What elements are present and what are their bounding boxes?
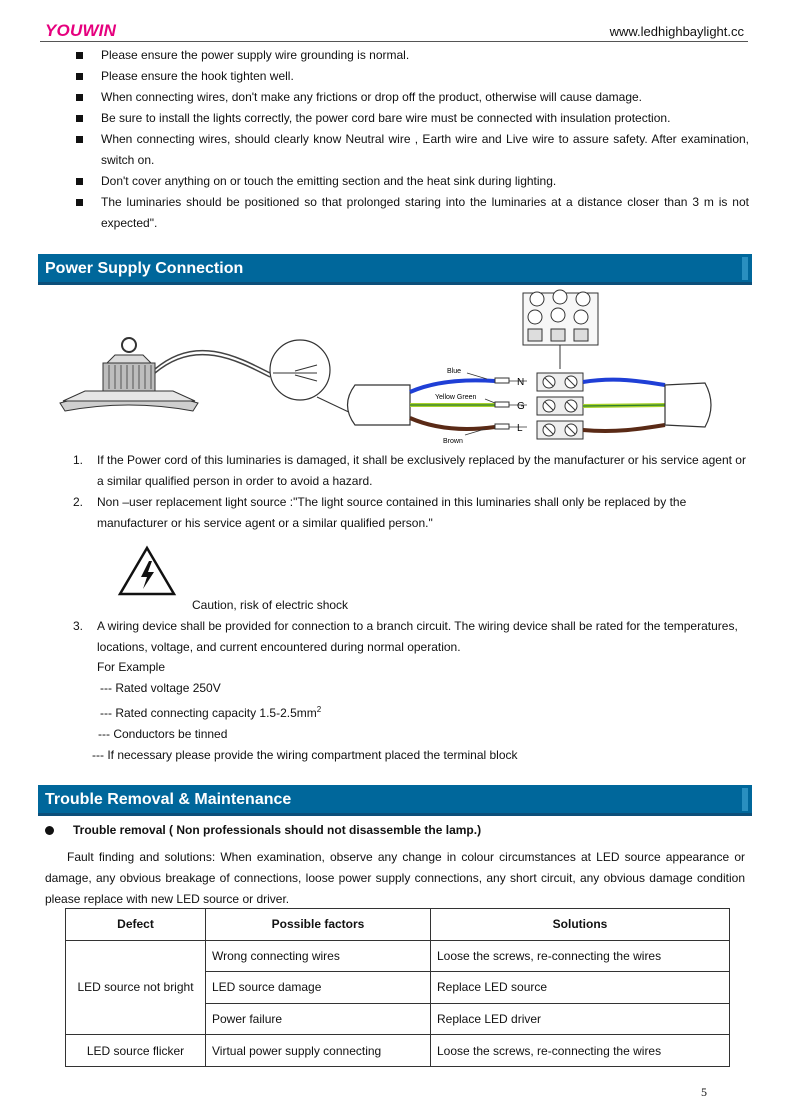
list-item <box>73 108 749 129</box>
power-notes-list <box>73 450 749 534</box>
square-bullet-icon <box>76 73 83 80</box>
defect-cell: LED source flicker <box>66 1035 206 1067</box>
brand-logo: YOUWIN <box>45 21 117 40</box>
list-item <box>73 87 749 108</box>
list-item <box>73 129 749 171</box>
bullet-text: Be sure to install the lights correctly, the power cord bare wire must be connected with insulation protection. <box>101 111 671 125</box>
item-text: If the Power cord of this luminaries is damaged, it shall be exclusively replaced by the manufacturer or his service agent or a similar qualified person in order to avoid a hazard. <box>97 453 746 488</box>
bullet-text: Trouble removal ( Non professionals should not disassemble the lamp.) <box>73 823 482 837</box>
blue-wire-label: Blue <box>447 368 462 375</box>
list-item <box>73 45 749 66</box>
defect-cell: LED source not bright <box>66 940 206 1035</box>
square-bullet-icon <box>76 136 83 143</box>
square-bullet-icon <box>76 115 83 122</box>
list-item <box>73 450 749 492</box>
cable-sheath-right <box>665 383 711 427</box>
brown-wire-label: Brown <box>443 438 463 445</box>
fault-finding-paragraph: Fault finding and solutions: When examination, observe any change in colour circumstances at LED source appearance or damage, any obvious breakage of connections, loose power supply connections, any short circuit, any obvious damage condition please replace with new LED source or driver. <box>45 850 745 906</box>
caution-label: Caution, risk of electric shock <box>192 598 349 612</box>
solution-cell: Loose the screws, re-connecting the wires <box>431 940 730 972</box>
example-tinned: --- Conductors be tinned <box>98 727 228 741</box>
terminal-block-3d <box>523 290 598 369</box>
column-header: Possible factors <box>206 909 431 941</box>
bullet-text: Please ensure the power supply wire grounding is normal. <box>101 48 410 62</box>
column-header: Solutions <box>431 909 730 941</box>
table-row <box>66 1035 730 1067</box>
brown-wire <box>410 418 495 429</box>
item-number: 3. <box>73 619 84 633</box>
safety-bullet-list <box>73 45 749 234</box>
terminal-l-label: L <box>517 423 523 434</box>
trouble-removal-bullet <box>45 821 481 839</box>
page-header <box>40 20 748 42</box>
section-accent <box>742 257 748 280</box>
section-accent <box>742 788 748 811</box>
item-number: 2. <box>73 495 84 509</box>
example-capacity <box>92 699 692 724</box>
example-list <box>92 657 692 766</box>
square-bullet-icon <box>76 199 83 206</box>
factor-cell: Wrong connecting wires <box>206 940 431 972</box>
solution-cell: Replace LED driver <box>431 1003 730 1035</box>
solution-cell: Replace LED source <box>431 972 730 1004</box>
terminal-n-label: N <box>517 377 525 388</box>
section-title: Trouble Removal & Maintenance <box>45 791 292 808</box>
electric-shock-warning-icon <box>117 545 177 597</box>
list-item <box>73 192 749 234</box>
factor-cell: LED source damage <box>206 972 431 1004</box>
solution-cell: Loose the screws, re-connecting the wires <box>431 1035 730 1067</box>
bullet-text: The luminaries should be positioned so that prolonged staring into the luminaries at a distance closer than 3 m is not expected". <box>101 195 749 230</box>
item-text: A wiring device shall be provided for connection to a branch circuit. The wiring device shall be rated for the temperatures, locations, voltage, and current encountered during normal operation. <box>97 619 738 654</box>
table-header-row <box>66 909 730 941</box>
factor-cell: Virtual power supply connecting <box>206 1035 431 1067</box>
factor-cell: Power failure <box>206 1003 431 1035</box>
item-number: 1. <box>73 453 84 467</box>
list-item <box>73 171 749 192</box>
square-bullet-icon <box>76 94 83 101</box>
column-header: Defect <box>66 909 206 941</box>
square-bullet-icon <box>76 52 83 59</box>
bullet-text: Please ensure the hook tighten well. <box>101 69 294 83</box>
item-text: Non –user replacement light source :"The light source contained in this luminaries shall only be replaced by the manufacturer or his service agent or a similar qualified person." <box>97 495 687 530</box>
capacity-superscript: 2 <box>316 705 322 714</box>
bullet-text: When connecting wires, should clearly know Neutral wire , Earth wire and Live wire to assure safety. After examination, switch on. <box>101 132 749 167</box>
bullet-text: Don't cover anything on or touch the emitting section and the heat sink during lighting. <box>101 174 557 188</box>
page-number: 5 <box>701 1085 707 1099</box>
section-header-trouble-removal <box>38 785 752 816</box>
example-compartment: --- If necessary please provide the wiring compartment placed the terminal block <box>92 748 518 762</box>
example-voltage: --- Rated voltage 250V <box>100 681 221 695</box>
defect-table <box>65 908 730 1067</box>
example-title: For Example <box>97 660 166 674</box>
website-url: www.ledhighbaylight.cc <box>609 24 744 39</box>
list-item <box>73 66 749 87</box>
list-item <box>73 492 749 534</box>
yellow-green-wire-label: Yellow Green <box>435 394 477 401</box>
square-bullet-icon <box>76 178 83 185</box>
cable-sheath-left <box>348 385 411 425</box>
terminal-block <box>537 373 583 439</box>
terminal-g-label: G <box>517 401 525 412</box>
table-row <box>66 940 730 972</box>
blue-wire <box>410 380 495 392</box>
section-title: Power Supply Connection <box>45 260 244 277</box>
capacity-text: --- Rated connecting capacity 1.5-2.5mm <box>100 706 317 720</box>
highbay-lamp-illustration <box>60 338 198 411</box>
wiring-diagram <box>55 285 715 450</box>
section-header-power-supply <box>38 254 752 285</box>
list-item <box>73 616 749 658</box>
round-bullet-icon <box>45 826 54 835</box>
bullet-text: When connecting wires, don't make any frictions or drop off the product, otherwise will cause damage. <box>101 90 643 104</box>
wiring-device-note <box>73 616 749 658</box>
